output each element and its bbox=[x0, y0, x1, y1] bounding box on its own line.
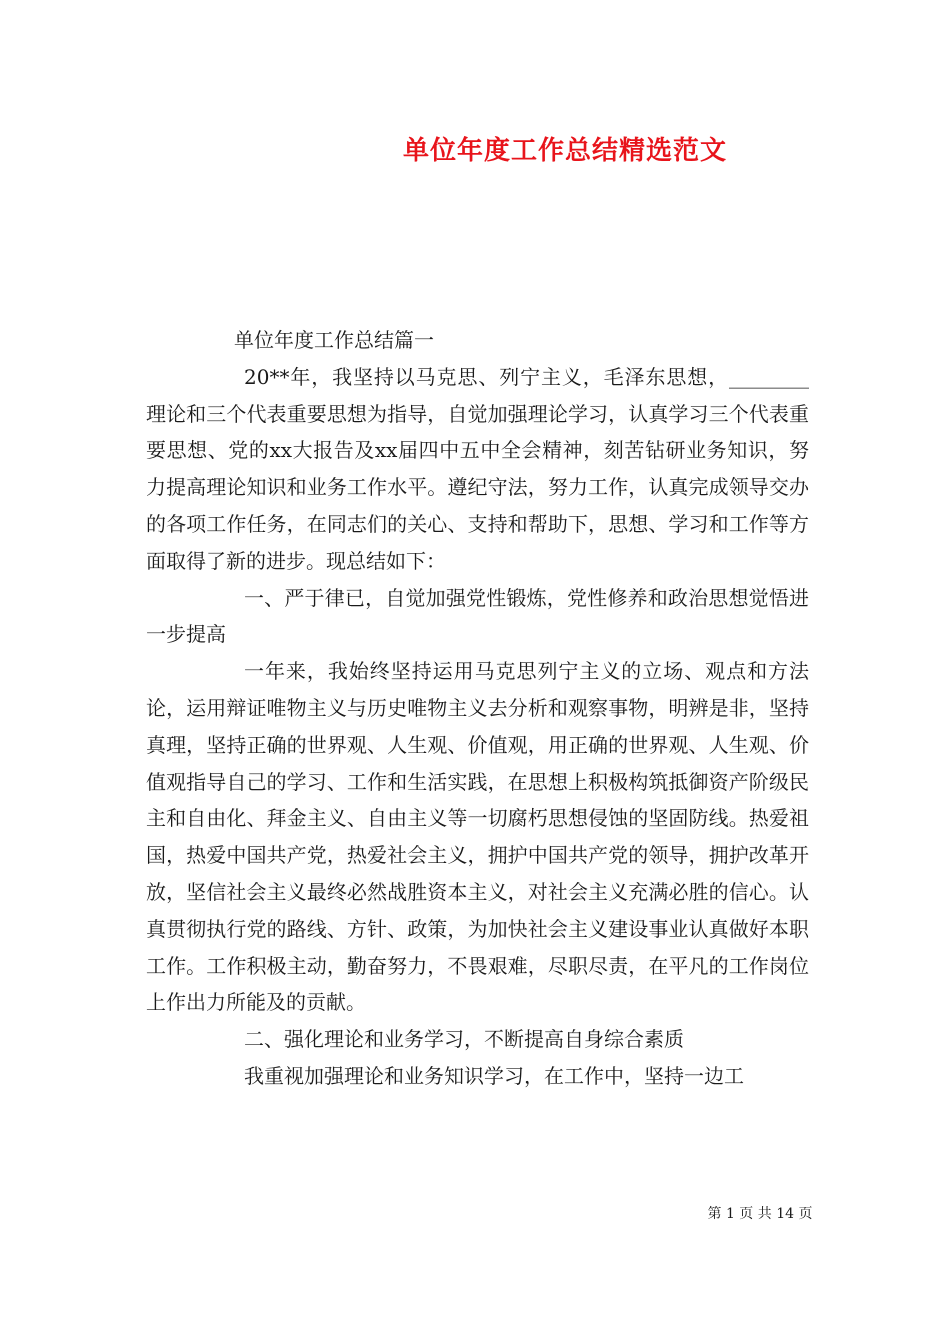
paragraph-two: 我重视加强理论和业务知识学习，在工作中，坚持一边工 bbox=[244, 1063, 744, 1088]
document-title: 单位年度工作总结精选范文 bbox=[402, 136, 727, 166]
page-footer: 第 1 页 共 14 页 bbox=[707, 1206, 813, 1222]
section-title: 单位年度工作总结篇一 bbox=[234, 328, 434, 352]
subheading-one: 一、严于律已，自觉加强党性锻炼，党性修养和政治思想觉悟进一步提高 bbox=[146, 585, 809, 647]
paragraph-intro: 20**年，我坚持以马克思、列宁主义，毛泽东思想，________理论和三个代表重要思想为指导，自觉加强理论学习，认真学习三个代表重要思想、党的xx大报告及xx届四中五中全会精神，刻苦钻研业务知识，努力提高理论知识和业务工作水平。遵纪守法，努力工作，认真完成领导交办的各项工作任务，在同志们的关心、支持和帮助下，思想、学习和工作等方面取得了新的进步。现总结如下： bbox=[146, 364, 809, 573]
document-body bbox=[146, 322, 809, 1095]
paragraph-one: 一年来，我始终坚持运用马克思列宁主义的立场、观点和方法论，运用辩证唯物主义与历史唯物主义去分析和观察事物，明辨是非，坚持真理，坚持正确的世界观、人生观、价值观，用正确的世界观、人生观、价值观指导自己的学习、工作和生活实践，在思想上积极构筑抵御资产阶级民主和自由化、拜金主义、自由主义等一切腐朽思想侵蚀的坚固防线。热爱祖国，热爱中国共产党，热爱社会主义，拥护中国共产党的领导，拥护改革开放，坚信社会主义最终必然战胜资本主义，对社会主义充满必胜的信心。认真贯彻执行党的路线、方针、政策，为加快社会主义建设事业认真做好本职工作。工作积极主动，勤奋努力，不畏艰难，尽职尽责，在平凡的工作岗位上作出力所能及的贡献。 bbox=[146, 659, 809, 1015]
subheading-two: 二、强化理论和业务学习，不断提高自身综合素质 bbox=[244, 1027, 684, 1052]
